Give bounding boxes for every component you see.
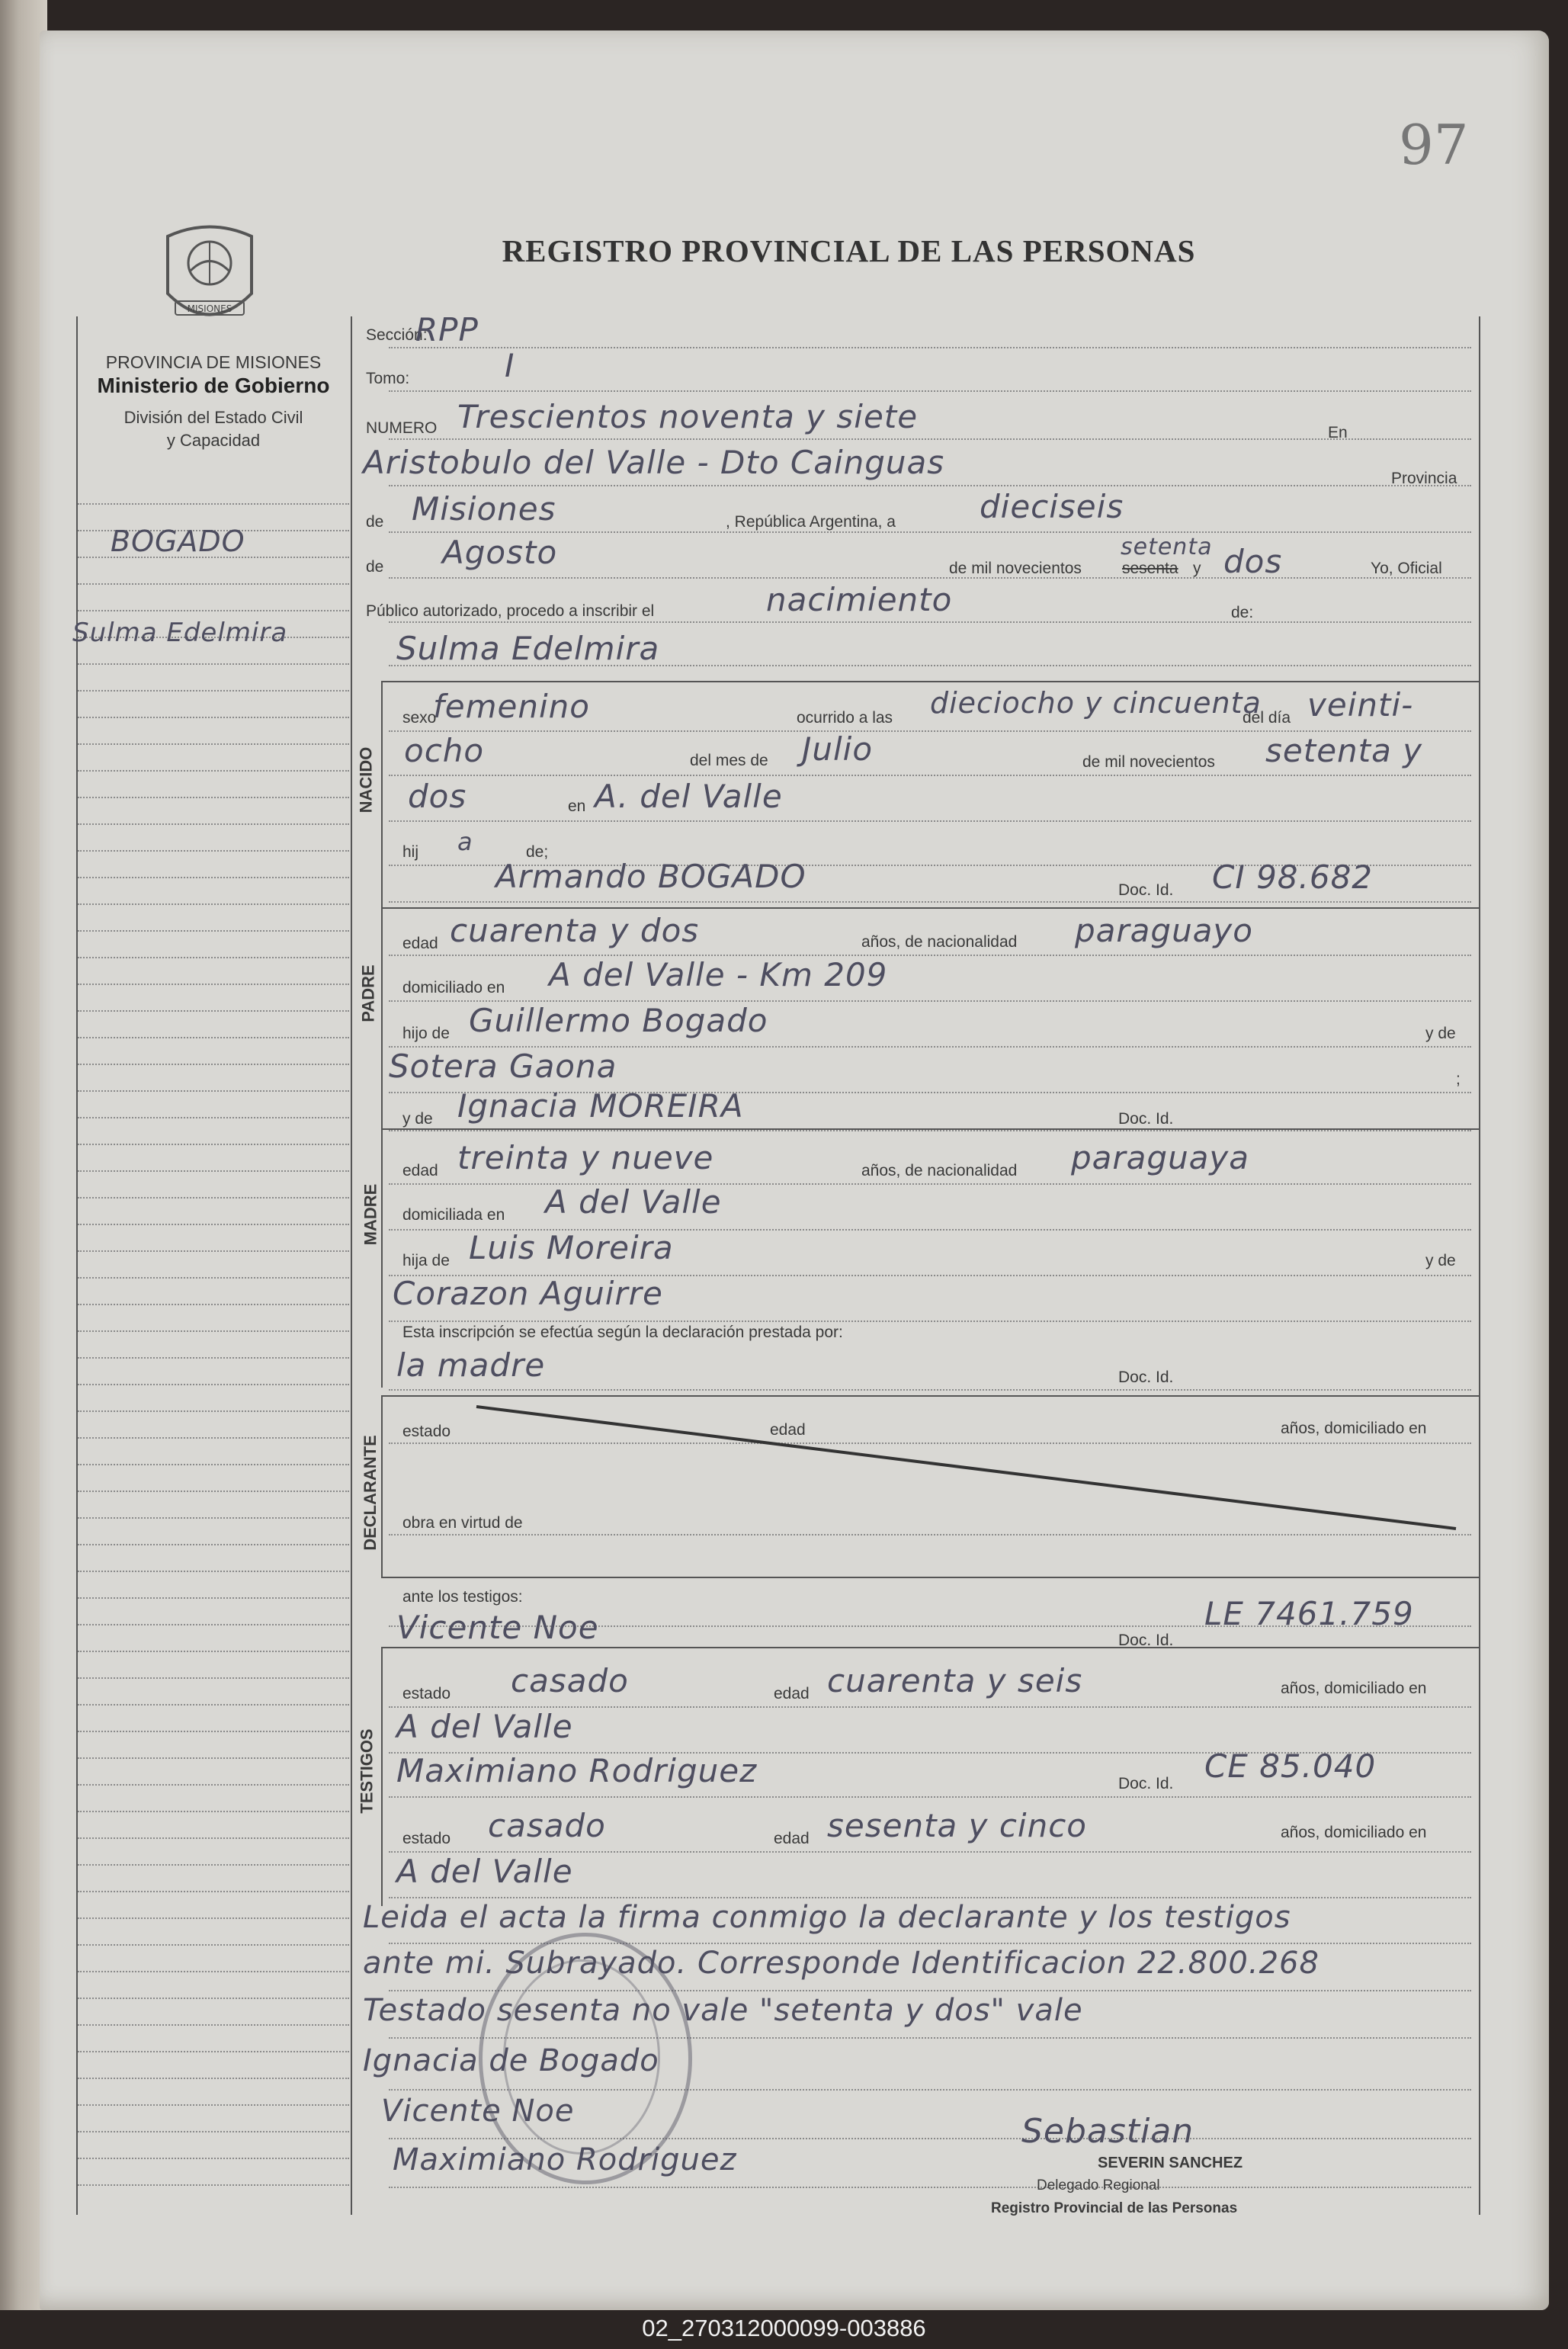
section-rule xyxy=(381,907,1479,909)
margin-ruled-line xyxy=(78,1090,349,1092)
side-label-padre: PADRE xyxy=(358,964,378,1022)
label-edad-declarante: edad xyxy=(770,1421,806,1439)
hw-nota-2: ante mi. Subrayado. Corresponde Identificacion 22.800.268 xyxy=(363,1946,1319,1981)
form-fill-line xyxy=(389,577,1471,579)
margin-ruled-line xyxy=(78,1624,349,1625)
label-estado: estado xyxy=(402,1423,451,1440)
label-anos-nac-padre: años, de nacionalidad xyxy=(861,933,1018,951)
margin-surname: BOGADO xyxy=(111,525,245,558)
margin-ruled-line xyxy=(78,1250,349,1252)
label-obra: obra en virtud de xyxy=(402,1514,523,1532)
hw-dos: dos xyxy=(1223,543,1283,580)
label-sexo: sexo xyxy=(402,709,437,727)
margin-ruled-line xyxy=(78,663,349,665)
margin-ruled-line xyxy=(78,2158,349,2159)
hw-sexo: femenino xyxy=(433,688,590,725)
form-fill-line xyxy=(389,1321,1471,1322)
label-anos-dom: años, domiciliado en xyxy=(1281,1420,1427,1437)
label-en: En xyxy=(1328,424,1348,441)
page-number: 97 xyxy=(1399,113,1469,177)
margin-ruled-line xyxy=(78,1998,349,1999)
margin-ruled-line xyxy=(78,1197,349,1199)
margin-ruled-line xyxy=(78,1357,349,1359)
label-doc-testigo2: Doc. Id. xyxy=(1118,1775,1174,1792)
hw-dia-nac: veinti- xyxy=(1307,686,1414,724)
label-ocurrido: ocurrido a las xyxy=(797,709,893,727)
hw-firma-oficial: Sebastian xyxy=(1021,2112,1194,2151)
margin-ruled-line xyxy=(78,2078,349,2079)
hw-firma-testigo1: Vicente Noe xyxy=(381,2094,575,2129)
hw-madre-nac: paraguaya xyxy=(1071,1139,1250,1176)
label-doc-madre: Doc. Id. xyxy=(1118,1110,1174,1128)
margin-ruled-line xyxy=(78,743,349,745)
label-en-2: en xyxy=(568,797,586,815)
hw-dia: dieciseis xyxy=(980,488,1124,525)
side-label-madre: MADRE xyxy=(361,1183,380,1246)
form-fill-line xyxy=(389,621,1471,623)
hw-testigo2-estado: casado xyxy=(488,1807,606,1844)
side-label-declarante: DECLARANTE xyxy=(360,1435,380,1551)
margin-ruled-line xyxy=(78,1704,349,1706)
hw-nombre: Sulma Edelmira xyxy=(396,630,660,667)
form-fill-line xyxy=(389,901,1471,903)
hw-padre-nac: paraguayo xyxy=(1075,912,1253,949)
margin-ruled-line xyxy=(78,690,349,692)
hw-padre-padre: Guillermo Bogado xyxy=(469,1002,768,1039)
hw-padre-dom: A del Valle - Km 209 xyxy=(549,956,888,993)
official-round-stamp-inner xyxy=(503,1959,660,2155)
hw-hij: a xyxy=(457,827,473,856)
margin-ruled-line xyxy=(78,957,349,958)
declarante-cancel-stroke xyxy=(473,1403,1464,1532)
seal-text: MISIONES xyxy=(187,303,232,314)
margin-ruled-line xyxy=(78,877,349,878)
margin-ruled-line xyxy=(78,984,349,985)
label-de-2: de xyxy=(366,558,384,576)
form-fill-line xyxy=(389,820,1471,822)
label-hija-de: hija de xyxy=(402,1252,450,1269)
section-rule xyxy=(381,1395,1479,1397)
form-fill-line xyxy=(389,1130,1471,1131)
margin-ruled-line xyxy=(78,1864,349,1866)
hw-madre-edad: treinta y nueve xyxy=(457,1139,714,1176)
label-anos-dom-t2: años, domiciliado en xyxy=(1281,1824,1427,1841)
margin-ruled-line xyxy=(78,2051,349,2052)
margin-ruled-line xyxy=(78,903,349,905)
hw-testigo1-edad: cuarenta y seis xyxy=(827,1662,1083,1699)
margin-divider-line xyxy=(351,316,352,2215)
hw-provincia: Misiones xyxy=(412,490,556,528)
label-doc-declarante: Doc. Id. xyxy=(1118,1369,1174,1386)
label-de-4: de; xyxy=(526,843,549,861)
margin-ruled-line xyxy=(78,1971,349,1972)
margin-ruled-line xyxy=(78,717,349,718)
division-label-2: y Capacidad xyxy=(166,431,261,450)
left-margin-line xyxy=(76,316,78,2215)
margin-ruled-line xyxy=(78,503,349,505)
label-sesenta-struck: sesenta xyxy=(1122,560,1178,577)
label-publico: Público autorizado, procedo a inscribir el xyxy=(366,602,655,620)
nacido-box-line xyxy=(381,681,383,910)
margin-ruled-line xyxy=(78,2131,349,2132)
margin-ruled-line xyxy=(78,1224,349,1225)
margin-ruled-line xyxy=(78,1170,349,1172)
label-provincia: Provincia xyxy=(1391,470,1457,487)
label-del-dia: del día xyxy=(1243,709,1291,727)
label-doc-testigo1: Doc. Id. xyxy=(1118,1632,1174,1649)
form-fill-line xyxy=(389,438,1471,440)
form-fill-line xyxy=(389,485,1471,486)
form-fill-line xyxy=(389,1897,1471,1898)
margin-ruled-line xyxy=(78,850,349,852)
label-anos-dom-t1: años, domiciliado en xyxy=(1281,1680,1427,1697)
label-tomo: Tomo: xyxy=(366,370,410,387)
hw-mes: Agosto xyxy=(442,534,558,571)
margin-given-names: Sulma Edelmira xyxy=(72,618,288,648)
label-edad-padre: edad xyxy=(402,935,438,952)
hw-firma-madre: Ignacia de Bogado xyxy=(363,2043,659,2078)
division-label: División del Estado Civil xyxy=(123,408,303,427)
label-y-de: y de xyxy=(1425,1025,1456,1042)
margin-ruled-line xyxy=(78,930,349,932)
margin-ruled-line xyxy=(78,770,349,772)
label-de: de xyxy=(366,513,384,531)
margin-ruled-line xyxy=(78,1410,349,1412)
hw-madre-dom: A del Valle xyxy=(545,1183,722,1221)
hw-testigo1-dom: A del Valle xyxy=(396,1708,573,1745)
province-label: PROVINCIA DE MISIONES xyxy=(105,352,322,372)
margin-ruled-line xyxy=(78,1144,349,1145)
margin-ruled-line xyxy=(78,1571,349,1572)
label-ante: ante los testigos: xyxy=(402,1588,523,1606)
hw-madre-padre: Luis Moreira xyxy=(469,1229,674,1266)
form-fill-line xyxy=(389,347,1471,348)
hw-seccion: RPP xyxy=(415,311,479,348)
margin-ruled-line xyxy=(78,1944,349,1946)
madre-box-line xyxy=(381,1128,383,1388)
hw-anio-2: dos xyxy=(408,778,467,815)
margin-ruled-line xyxy=(78,1464,349,1465)
margin-ruled-line xyxy=(78,1064,349,1065)
margin-ruled-line xyxy=(78,2024,349,2026)
hw-testigo1: Vicente Noe xyxy=(396,1609,599,1646)
label-anos-nac-madre: años, de nacionalidad xyxy=(861,1162,1018,1179)
margin-ruled-line xyxy=(78,1304,349,1305)
right-border-line xyxy=(1479,316,1480,2215)
margin-ruled-line xyxy=(78,1757,349,1759)
margin-ruled-line xyxy=(78,1037,349,1038)
label-estado-t2: estado xyxy=(402,1830,451,1847)
margin-ruled-line xyxy=(78,1784,349,1786)
hw-firma-testigo2: Maximiano Rodriguez xyxy=(393,2142,737,2177)
hw-madre-nombre: Ignacia MOREIRA xyxy=(457,1087,744,1125)
form-fill-line xyxy=(389,531,1471,533)
hw-nota-1: Leida el acta la firma conmigo la declarante y los testigos xyxy=(363,1900,1291,1935)
hw-dia-nac-2: ocho xyxy=(404,732,485,769)
label-domiciliada: domiciliada en xyxy=(402,1206,505,1224)
margin-ruled-line xyxy=(78,1677,349,1679)
margin-ruled-line xyxy=(78,1731,349,1732)
label-hijo-de: hijo de xyxy=(402,1025,450,1042)
section-rule xyxy=(381,681,1479,682)
hw-lugar: Aristobulo del Valle - Dto Cainguas xyxy=(363,444,945,481)
label-edad-madre: edad xyxy=(402,1162,438,1179)
hw-acto: nacimiento xyxy=(766,581,953,618)
margin-ruled-line xyxy=(78,1891,349,1892)
label-numero: NUMERO xyxy=(366,419,438,437)
margin-ruled-line xyxy=(78,2104,349,2106)
margin-ruled-line xyxy=(78,1837,349,1839)
form-fill-line xyxy=(389,390,1471,392)
label-del-mes: del mes de xyxy=(690,752,768,769)
section-rule xyxy=(381,1577,1479,1578)
margin-ruled-line xyxy=(78,797,349,798)
label-de-mil: de mil novecientos xyxy=(949,560,1082,577)
label-de-3: de: xyxy=(1231,604,1254,621)
margin-ruled-line xyxy=(78,1544,349,1545)
label-semicolon: ; xyxy=(1456,1070,1461,1088)
margin-ruled-line xyxy=(78,2184,349,2186)
margin-ruled-line xyxy=(78,583,349,585)
label-hij: hij xyxy=(402,843,419,861)
official-office: Registro Provincial de las Personas xyxy=(991,2200,1238,2216)
margin-ruled-line xyxy=(78,1010,349,1012)
section-rule xyxy=(381,1647,1479,1648)
margin-ruled-line xyxy=(78,1384,349,1385)
hw-nota-3: Testado sesenta no vale "setenta y dos" vale xyxy=(363,1993,1083,2028)
hw-hora: dieciocho y cincuenta xyxy=(930,686,1262,720)
form-fill-line xyxy=(389,2187,1471,2188)
hw-testigo1-estado: casado xyxy=(511,1662,629,1699)
form-fill-line xyxy=(389,1796,1471,1798)
hw-testigo2-dom: A del Valle xyxy=(396,1853,573,1890)
ministry-label: Ministerio de Gobierno xyxy=(97,374,330,397)
image-footer xyxy=(0,2310,1568,2349)
label-edad-t1: edad xyxy=(774,1685,810,1702)
label-de-mil-2: de mil novecientos xyxy=(1082,753,1215,771)
form-fill-line xyxy=(389,1389,1471,1391)
label-y: y xyxy=(1193,560,1201,577)
margin-ruled-line xyxy=(78,1917,349,1919)
label-doc-padre: Doc. Id. xyxy=(1118,881,1174,899)
hw-padre-edad: cuarenta y dos xyxy=(450,912,700,949)
hw-testigo2-edad: sesenta y cinco xyxy=(827,1807,1087,1844)
label-seccion: Sección: xyxy=(366,326,428,344)
hw-mes-nac: Julio xyxy=(802,730,874,768)
hw-padre-doc: CI 98.682 xyxy=(1212,858,1374,896)
form-fill-line xyxy=(389,775,1471,776)
testigos-box-line xyxy=(381,1647,383,1906)
hw-declarante: la madre xyxy=(396,1346,546,1384)
label-yo-oficial: Yo, Oficial xyxy=(1371,560,1442,577)
form-fill-line xyxy=(389,1534,1471,1536)
hw-anio-1: setenta y xyxy=(1265,732,1423,769)
label-y-de-madre: y de xyxy=(402,1110,433,1128)
hw-tomo: I xyxy=(505,347,515,384)
label-estado-t1: estado xyxy=(402,1685,451,1702)
side-label-testigos: TESTIGOS xyxy=(357,1728,377,1814)
margin-ruled-line xyxy=(78,1517,349,1519)
hw-testigo2-doc: CE 85.040 xyxy=(1204,1747,1377,1785)
margin-ruled-line xyxy=(78,1491,349,1492)
page-title: REGISTRO PROVINCIAL DE LAS PERSONAS xyxy=(502,233,1196,268)
hw-lugar-nac: A. del Valle xyxy=(595,778,783,815)
label-inscripcion: Esta inscripción se efectúa según la declaración prestada por: xyxy=(402,1324,843,1341)
hw-testigo1-doc: LE 7461.759 xyxy=(1204,1595,1414,1632)
margin-ruled-line xyxy=(78,1330,349,1332)
province-seal-icon xyxy=(160,221,259,332)
margin-ruled-line xyxy=(78,610,349,611)
margin-ruled-line xyxy=(78,1811,349,1812)
label-y-de-3: y de xyxy=(1425,1252,1456,1269)
hw-setenta: setenta xyxy=(1121,534,1213,560)
image-id-label: 02_270312000099-003886 xyxy=(642,2315,926,2341)
official-name: SEVERIN SANCHEZ xyxy=(1098,2155,1243,2171)
side-label-nacido: NACIDO xyxy=(356,746,376,813)
hw-numero: Trescientos noventa y siete xyxy=(457,398,919,435)
margin-ruled-line xyxy=(78,1651,349,1652)
label-edad-t2: edad xyxy=(774,1830,810,1847)
margin-ruled-line xyxy=(78,1597,349,1599)
hw-padre-nombre: Armando BOGADO xyxy=(495,858,806,895)
label-republica: , República Argentina, a xyxy=(726,513,896,531)
official-role: Delegado Regional xyxy=(1037,2177,1160,2193)
declarante-box-line xyxy=(381,1395,383,1578)
label-domiciliado: domiciliado en xyxy=(402,979,505,996)
margin-ruled-line xyxy=(78,1117,349,1118)
margin-ruled-line xyxy=(78,1277,349,1279)
hw-padre-madre: Sotera Gaona xyxy=(389,1048,617,1085)
margin-ruled-line xyxy=(78,1437,349,1439)
hw-testigo2: Maximiano Rodriguez xyxy=(396,1752,758,1789)
hw-madre-madre: Corazon Aguirre xyxy=(393,1275,663,1312)
margin-ruled-line xyxy=(78,823,349,825)
